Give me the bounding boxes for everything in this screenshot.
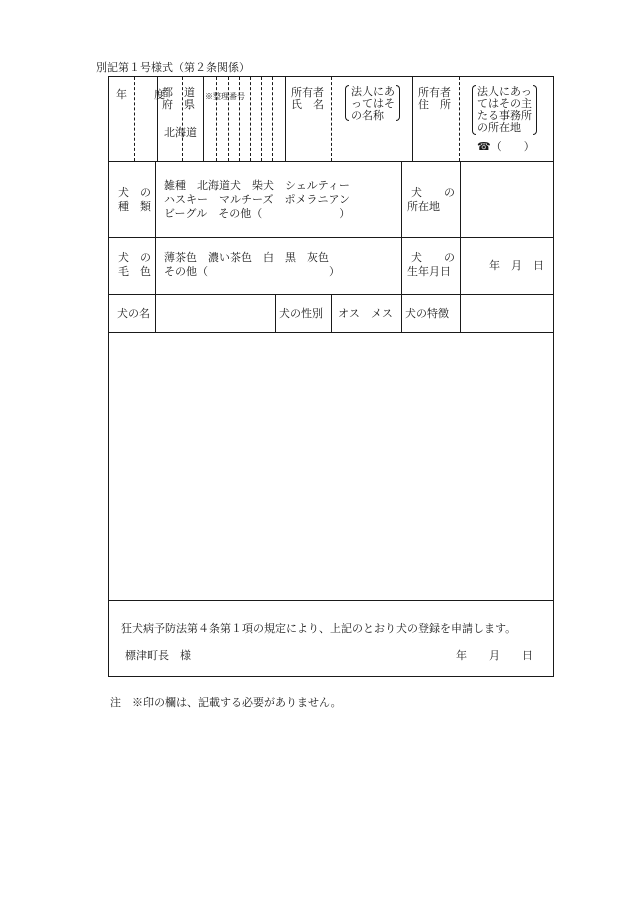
dog-location-label-2: 所在地 [407, 200, 440, 213]
birth-date-label-1: 犬 の [411, 251, 455, 264]
corp-address-note-2: てはその主 [477, 97, 532, 110]
color-label-1: 犬 の [118, 251, 151, 264]
birth-date-label-2: 生年月日 [407, 265, 451, 278]
corp-name-note-3: の名称 [351, 109, 384, 122]
row-divider-breed [109, 237, 553, 238]
bracket-right [396, 85, 400, 121]
breed-options-line-1: 雑種 北海道犬 柴犬 シェルティー [164, 179, 350, 192]
corp-address-note-4: の所在地 [477, 121, 521, 134]
breed-options-line-3: ビーグル その他（ ） [164, 207, 351, 220]
divider [412, 77, 413, 161]
divider [203, 77, 204, 161]
bracket-right [533, 85, 537, 135]
prefecture-label-2: 府 県 [162, 98, 195, 111]
divider [272, 77, 273, 161]
breed-options-line-2: ハスキー マルチーズ ポメラニアン [164, 193, 351, 206]
dog-sex-label: 犬の性別 [279, 307, 323, 320]
phone-field: ☎（ ） [477, 140, 535, 153]
divider [401, 294, 402, 332]
dog-feature-label: 犬の特徴 [405, 307, 449, 320]
application-date: 年 月 日 [456, 649, 533, 662]
year-label: 年 度 [116, 88, 173, 101]
divider [228, 77, 229, 161]
dog-sex-options: オス メス [338, 307, 393, 320]
divider [275, 294, 276, 332]
birth-date-value: 年 月 日 [489, 259, 544, 272]
dog-name-label: 犬の名 [117, 307, 150, 320]
corp-name-note-2: ってはそ [351, 97, 395, 110]
divider [460, 294, 461, 332]
divider [239, 77, 240, 161]
bracket-left [472, 85, 476, 135]
breed-label-2: 種 類 [118, 200, 151, 213]
row-divider-body [109, 600, 553, 601]
breed-label-1: 犬 の [118, 186, 151, 199]
corp-address-note-1: 法人にあっ [477, 85, 532, 98]
color-options-line-1: 薄茶色 濃い茶色 白 黒 灰色 [164, 251, 329, 264]
owner-name-label-1: 所有者 [291, 86, 324, 99]
divider [285, 77, 286, 161]
owner-address-label-1: 所有者 [418, 86, 451, 99]
color-label-2: 毛 色 [118, 265, 151, 278]
bracket-left [345, 85, 349, 121]
prefecture-label-1: 都 道 [162, 86, 195, 99]
prefecture-value: 北海道 [164, 126, 197, 139]
color-options-line-2: その他（ ） [164, 265, 340, 278]
corp-address-note-3: たる事務所 [477, 109, 532, 122]
divider [331, 294, 332, 332]
divider [250, 77, 251, 161]
divider [331, 77, 332, 161]
row-divider-header [109, 161, 553, 162]
divider [460, 161, 461, 294]
application-addressee: 標津町長 様 [125, 649, 191, 662]
row-divider-name [109, 332, 553, 333]
application-statement: 狂犬病予防法第４条第１項の規定により、上記のとおり犬の登録を申請します。 [121, 622, 517, 635]
footnote: 注 ※印の欄は、記載する必要がありません。 [110, 696, 342, 709]
divider [216, 77, 217, 161]
registration-form [108, 76, 554, 677]
owner-address-label-2: 住 所 [418, 98, 451, 111]
registration-number-label: ※整理番号 [205, 92, 245, 101]
dog-location-label-1: 犬 の [411, 186, 455, 199]
divider [401, 161, 402, 294]
corp-name-note-1: 法人にあ [351, 85, 395, 98]
form-title: 別記第１号様式（第２条関係） [96, 61, 250, 74]
divider [459, 77, 460, 161]
divider [155, 161, 156, 294]
divider [155, 294, 156, 332]
divider [261, 77, 262, 161]
owner-name-label-2: 氏 名 [291, 98, 324, 111]
